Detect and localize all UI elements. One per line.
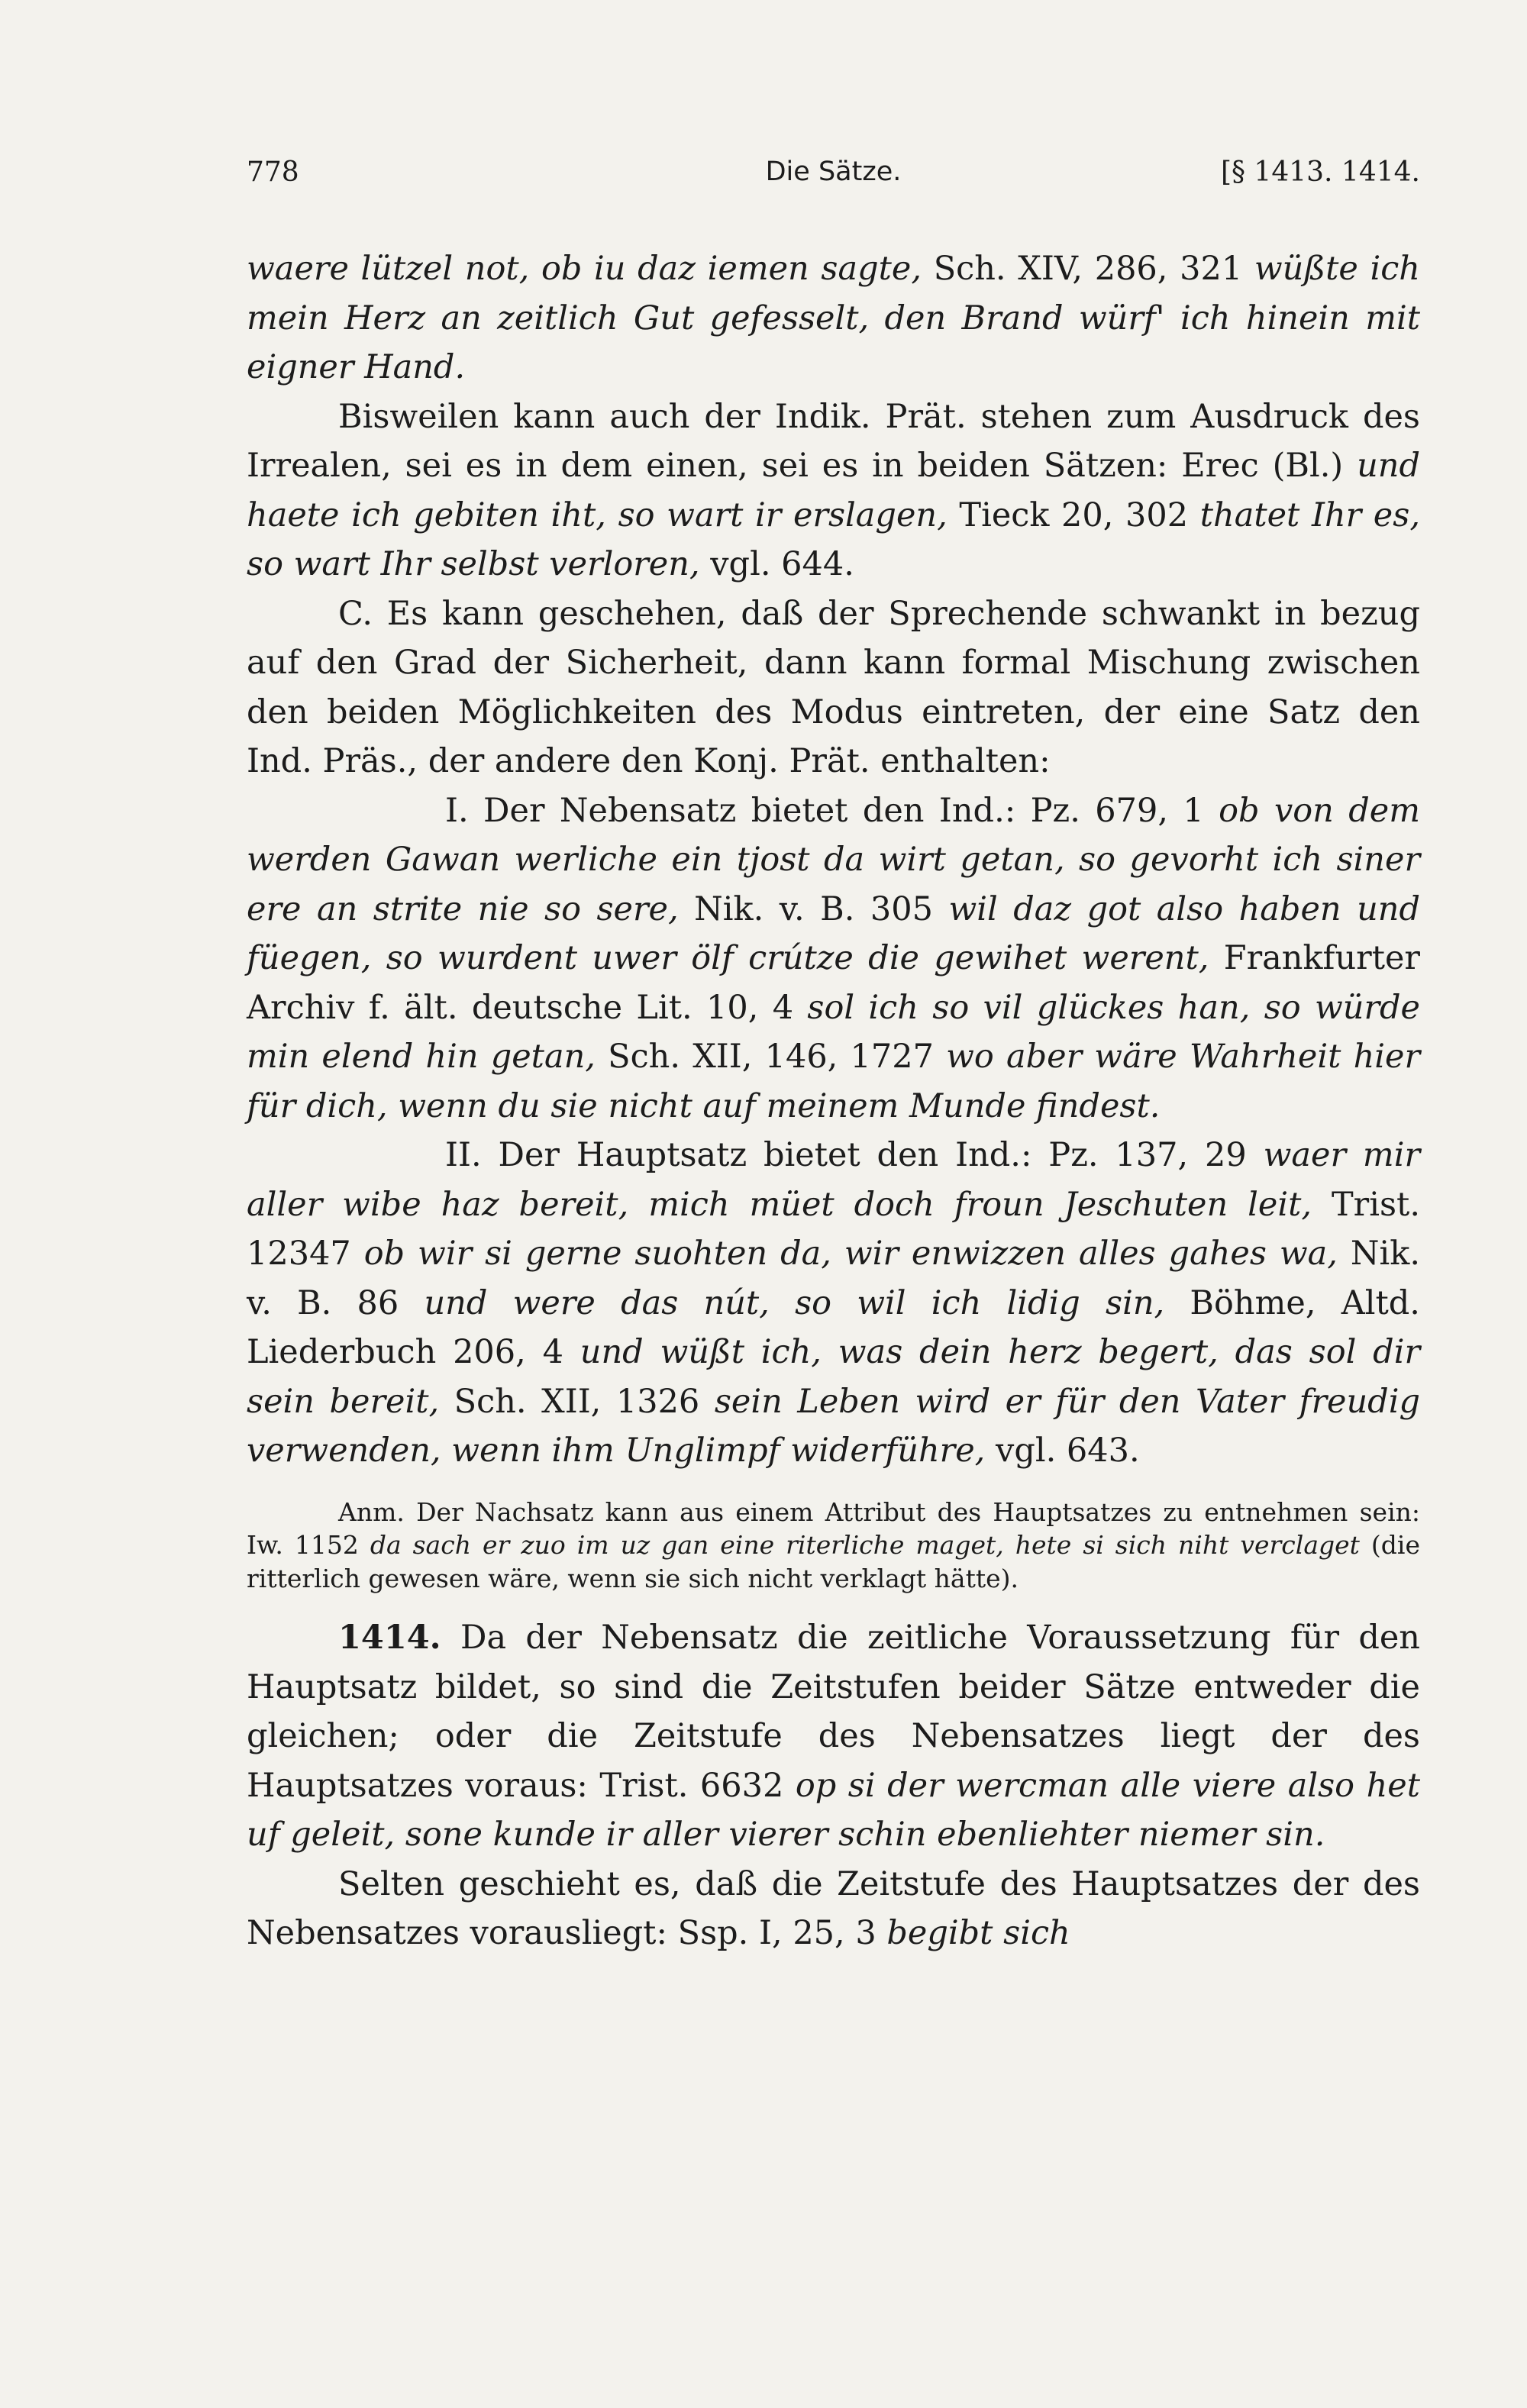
paragraph-text: II. Der Hauptsatz bietet den Ind.: Pz. 137, 29 — [445, 1136, 1264, 1174]
quotation-text: wil daz got also haben und füegen, so wurdent uwer ölf crútze die gewihet werent, — [247, 889, 1420, 977]
paragraph-text: Sch. XIV, 286, 321 — [922, 250, 1254, 288]
quotation-text: thatet Ihr es, so wart Ihr selbst verloren, — [247, 495, 1420, 583]
body-paragraph — [247, 1860, 1420, 1958]
running-header — [247, 157, 1420, 202]
body-paragraph — [247, 392, 1420, 589]
body-paragraph — [247, 589, 1420, 786]
paragraph-text: Tieck 20, 302 — [947, 495, 1200, 534]
paragraph-text: Nik. v. B. 305 — [678, 889, 949, 928]
annotation-paragraph — [247, 1496, 1420, 1596]
paragraph-text: Nik. v. B. 86 — [247, 1235, 1420, 1322]
paragraph-text: Bisweilen kann auch der Indik. Prät. stehen zum Ausdruck des Irrealen, sei es in dem einen, sei es in beiden Sätzen: Erec (Bl.) — [247, 397, 1420, 485]
paragraph-text: Sch. XII, 1326 — [439, 1382, 715, 1421]
paragraph-text: Sch. XII, 146, 1727 — [595, 1038, 947, 1076]
quotation-text: und wüßt ich, was dein herz begert, das sol dir sein bereit, — [247, 1333, 1420, 1421]
quotation-text: op si der wercman alle viere also het uf geleit, sone kunde ir aller vierer schin ebenliehter niemer sin. — [247, 1766, 1420, 1854]
paragraph-text: Da der Nebensatz die zeitliche Voraussetzung für den Hauptsatz bildet, so sind die Zeitstufen beider Sätze entweder die gleichen; oder die Zeitstufe des Nebensatzes liegt der des Hauptsatzes voraus: Trist. 6632 — [247, 1619, 1420, 1805]
quotation-text: da sach er zuo im uz gan eine riterliche maget, hete si sich niht verclaget — [370, 1530, 1360, 1560]
quotation-text: begibt sich — [886, 1914, 1070, 1952]
quotation-text: wo aber wäre Wahrheit hier für dich, wenn du sie nicht auf meinem Munde findest. — [247, 1038, 1421, 1125]
quotation-text: waere lützel not, ob iu daz iemen sagte, — [247, 250, 922, 288]
paragraph-text: C. Es kann geschehen, daß der Sprechende schwankt in bezug auf den Grad der Sicherheit, dann kann formal Mischung zwischen den beiden Möglichkeiten des Modus eintreten, der eine Satz den Ind. Präs., der andere den Konj. Prät. enthalten: — [247, 594, 1420, 780]
quotation-text: sein Leben wird er für den Vater freudig verwenden, wenn ihm Unglimpf widerführe, — [247, 1382, 1420, 1470]
paragraph-text: Anm. Der Nachsatz kann aus einem Attribut des Hauptsatzes zu entnehmen sein: Iw. 1152 — [247, 1496, 1420, 1560]
section-number: 1414. — [338, 1619, 441, 1657]
body-paragraph — [247, 786, 1420, 1131]
paragraph-text: vgl. 644. — [699, 545, 854, 583]
body-paragraph — [247, 244, 1420, 392]
page-body-text — [247, 244, 1420, 1958]
page-number: 778 — [247, 157, 299, 188]
quotation-text: waer mir aller wibe haz bereit, mich müet doch froun Jeschuten leit, — [247, 1136, 1420, 1224]
section-reference: [§ 1413. 1414. — [1220, 157, 1420, 188]
running-title: Die Sätze. — [765, 157, 902, 187]
paragraph-text: I. Der Nebensatz bietet den Ind.: Pz. 679, 1 — [445, 791, 1219, 830]
quotation-text: und haete ich gebiten iht, so wart ir erslagen, — [247, 447, 1420, 534]
quotation-text: wüßte ich mein Herz an zeitlich Gut gefesselt, den Brand würf' ich hinein mit eigner Hand. — [247, 250, 1420, 386]
paragraph-text: (die ritterlich gewesen wäre, wenn sie sich nicht verklagt hätte). — [247, 1530, 1420, 1593]
body-paragraph — [247, 1131, 1420, 1476]
paragraph-text: Trist. 12347 — [247, 1185, 1421, 1273]
paragraph-text: Böhme, Altd. Liederbuch 206, 4 — [247, 1283, 1420, 1371]
paragraph-text: Frankfurter Archiv f. ält. deutsche Lit. 10, 4 — [247, 939, 1420, 1027]
paragraph-text: vgl. 643. — [985, 1432, 1140, 1470]
quotation-text: ob wir si gerne suohten da, wir enwizzen alles gahes wa, — [363, 1235, 1338, 1273]
quotation-text: sol ich so vil glückes han, so würde min elend hin getan, — [247, 988, 1421, 1076]
paragraph-text: Selten geschieht es, daß die Zeitstufe des Hauptsatzes der des Nebensatzes vorausliegt: Ssp. I, 25, 3 — [247, 1864, 1420, 1952]
quotation-text: ob von dem werden Gawan werliche ein tjost da wirt getan, so gevorht ich siner ere an strite nie so sere, — [247, 791, 1420, 928]
body-paragraph — [247, 1613, 1420, 1860]
quotation-text: und were das nút, so wil ich lidig sin, — [424, 1283, 1165, 1322]
